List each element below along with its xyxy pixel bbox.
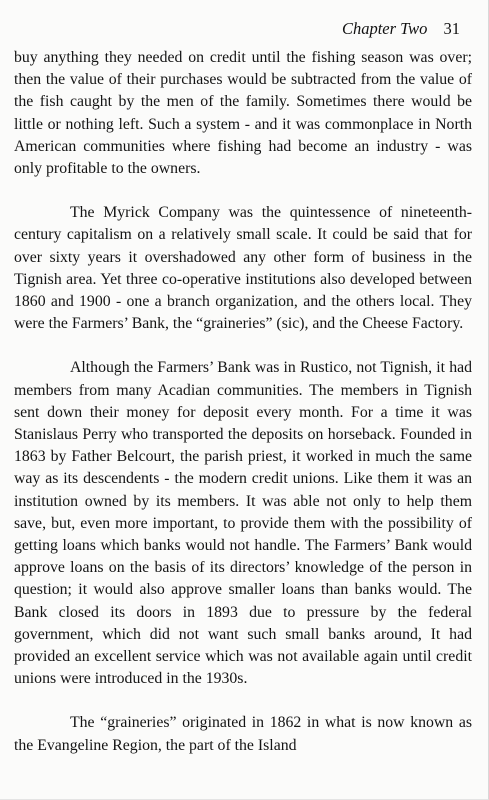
paragraph-1: buy anything they needed on credit until the fishing season was over; then the value of their purchases would be subtracted from the value of the fish caught by the men of the family. Sometimes there would be little or nothing left. Such a system - and it was commonplace in North American communities where fishing had become an industry - was only profitable to the owners.	[14, 49, 472, 178]
chapter-title: Chapter Two	[341, 19, 428, 38]
paragraph-3: Although the Farmers’ Bank was in Rustico, not Tignish, it had members from many Acadian communities. The members in Tignish sent down their money for deposit every month. For a time it was Stanislaus Perry who transported the deposits on horseback. Founded in 1863 by Father Belcourt, the parish priest, it worked in much the same way as its descendents - the modern credit unions. Like them it was an institution owned by its members. It was able not only to help them save, but, even more important, to provide them with the possibility of getting loans which banks would not handle. The Farmers’ Bank would approve loans on the basis of its directors’ knowledge of the person in question; it would also approve smaller loans than banks would. The Bank closed its doors in 1893 due to pressure by the federal government, which did not want such small banks around, It had provided an excellent service which was not available again until credit unions were introduced in the 1930s.	[14, 359, 472, 688]
paragraph-2: The Myrick Company was the quintessence of nineteenth-century capitalism on a relatively small scale. It could be said that for over sixty years it overshadowed any other form of business in the Tignish area. Yet three co-operative institutions also developed between 1860 and 1900 - one a branch organization, and the others local. They were the Farmers’ Bank, the “graineries” (sic), and the Cheese Factory.	[14, 204, 472, 333]
page-number: 31	[443, 19, 460, 38]
body-text	[14, 47, 472, 757]
running-head	[342, 19, 460, 39]
paragraph-4: The “graineries” originated in 1862 in what is now known as the Evangeline Region, the part of the Island	[14, 714, 472, 754]
